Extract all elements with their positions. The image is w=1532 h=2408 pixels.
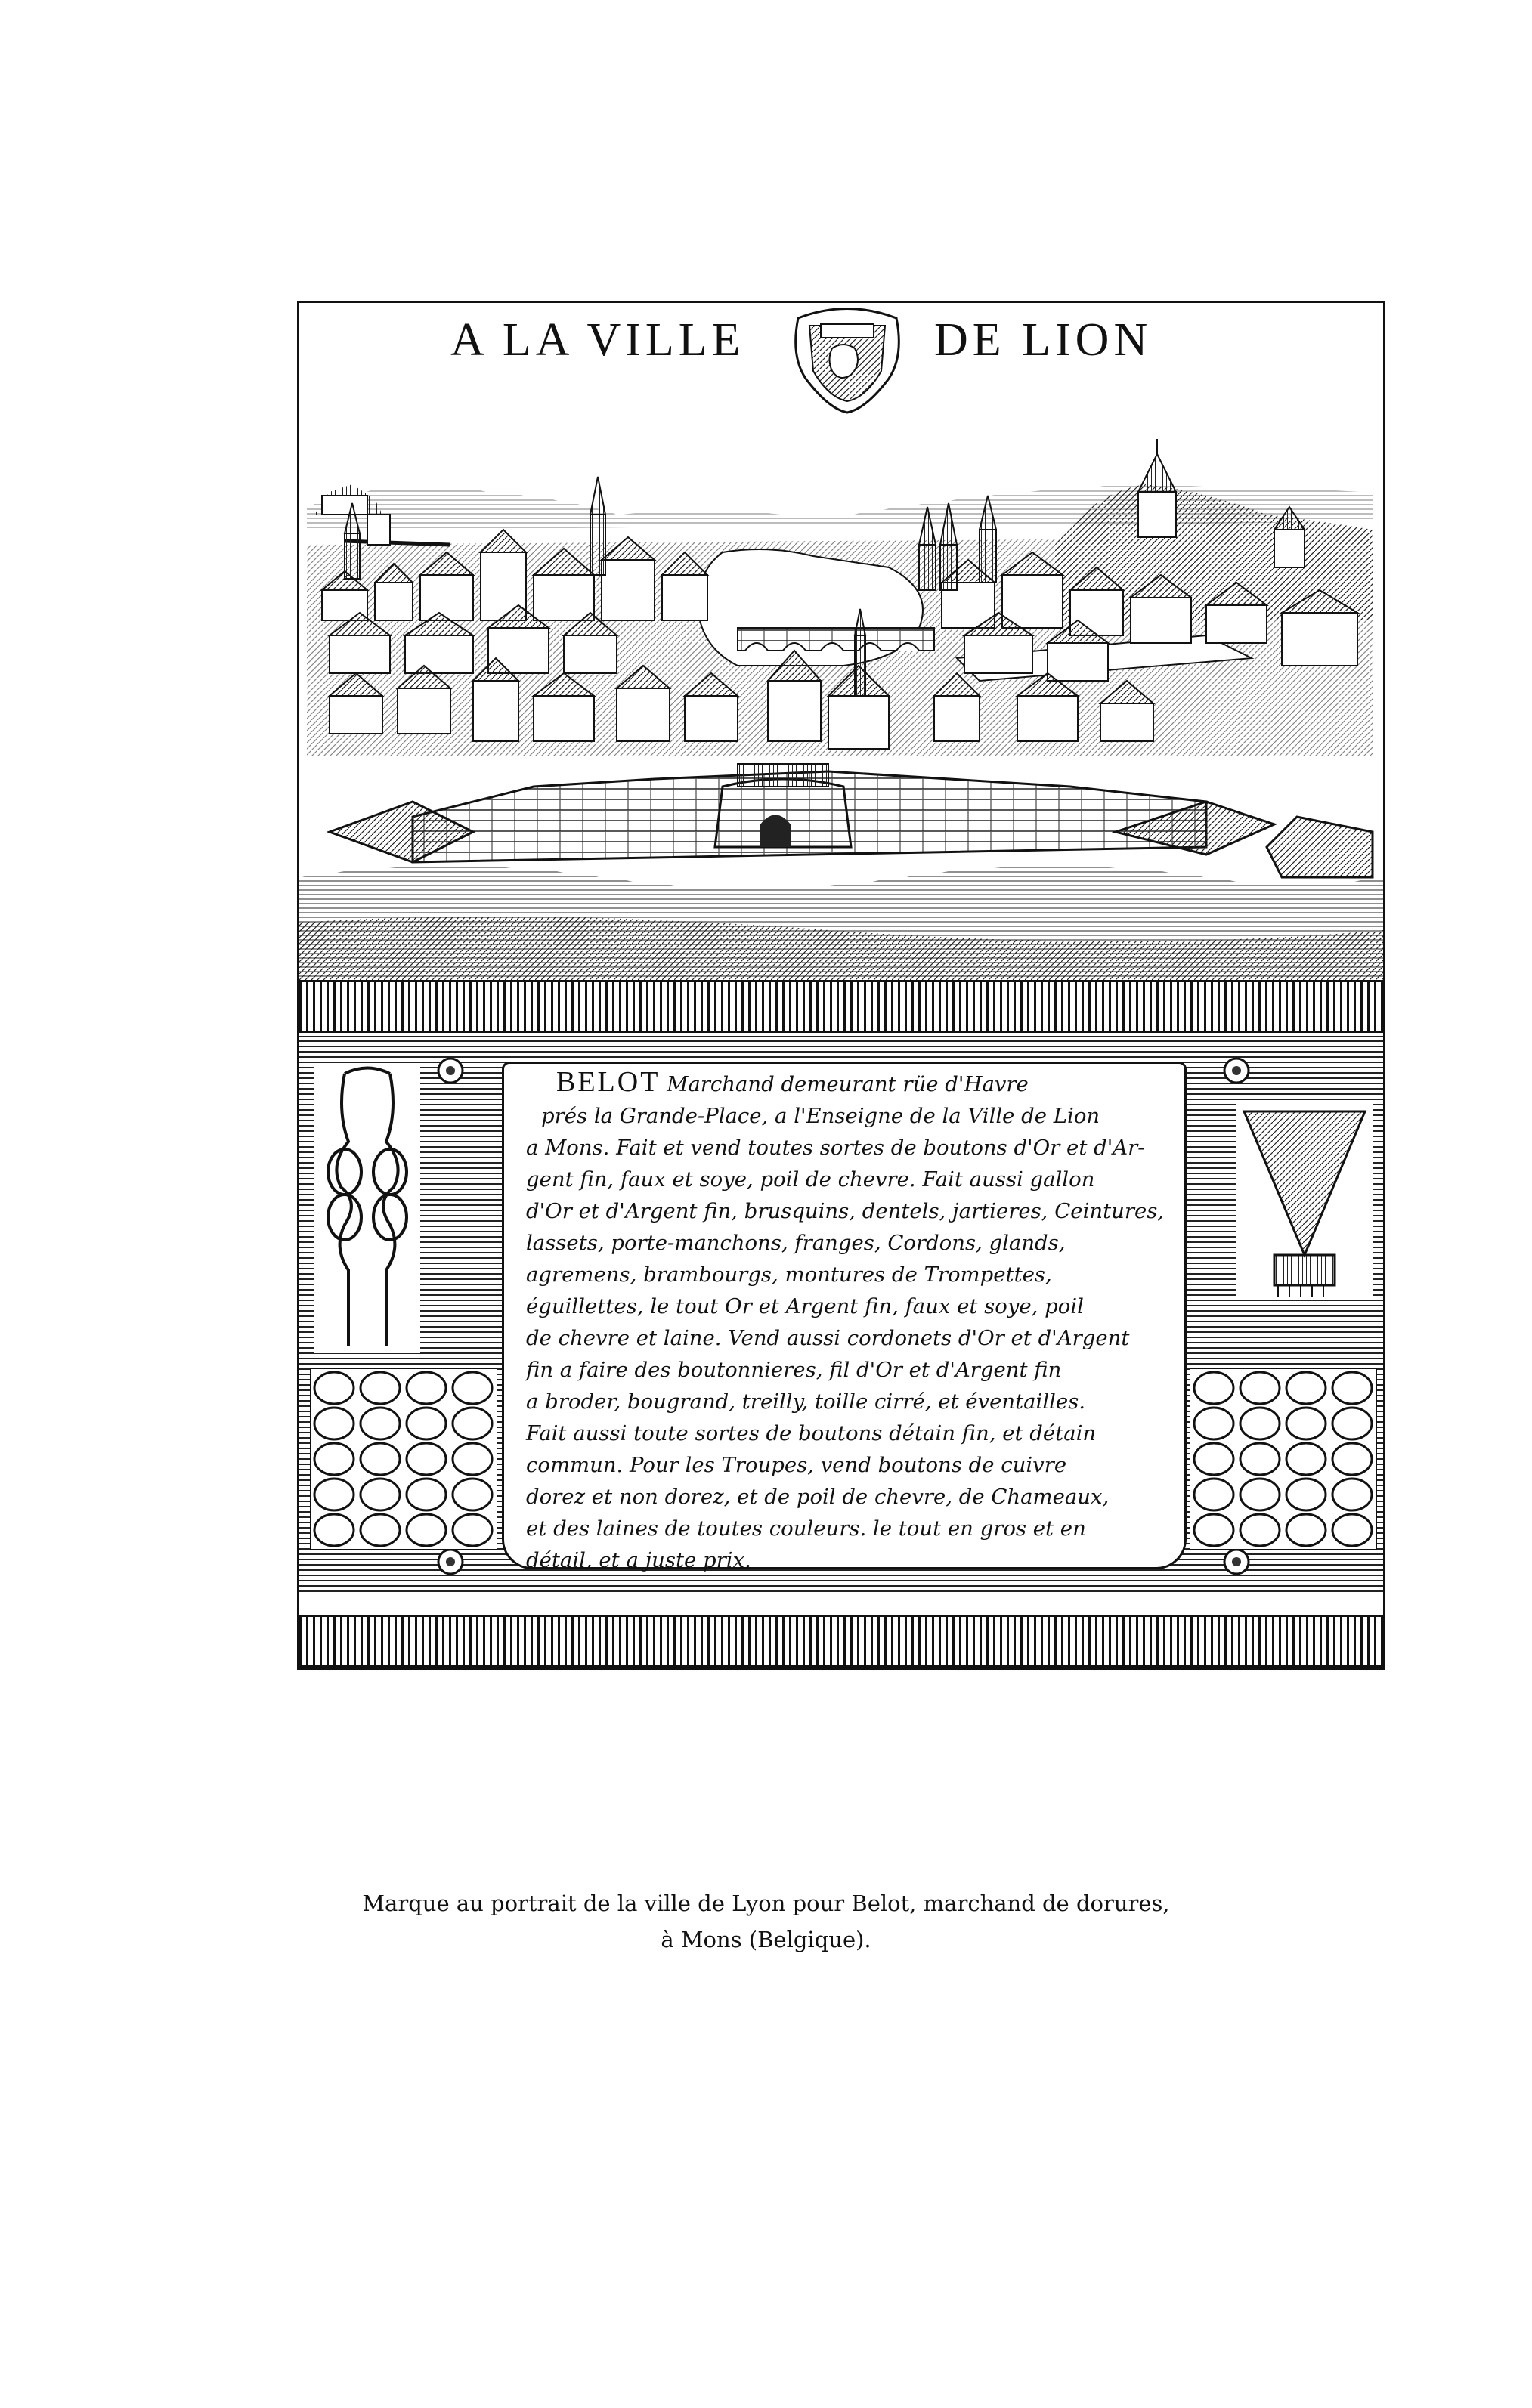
notice-line: commun. Pour les Troupes, vend boutons de cuivre — [526, 1453, 1067, 1477]
rivet-icon — [435, 1547, 466, 1577]
button-dot — [314, 1408, 354, 1439]
button-dot — [1332, 1443, 1372, 1475]
button-dot — [314, 1372, 354, 1404]
button-grid-icon — [1190, 1368, 1377, 1550]
divider-band — [299, 980, 1383, 1033]
notice-line: Marchand demeurant rüe d'Havre — [667, 1072, 1029, 1096]
knot-cord-icon — [314, 1066, 420, 1353]
notice-line: prés la Grande-Place, a l'Enseigne de la Ville de Lion — [541, 1104, 1100, 1128]
button-dot — [1332, 1479, 1372, 1510]
notice-line: détail, et a juste prix. — [526, 1548, 751, 1572]
button-grid-icon — [310, 1368, 497, 1550]
button-dot — [1286, 1514, 1326, 1546]
button-dot — [1194, 1443, 1233, 1475]
button-dot — [1194, 1514, 1233, 1546]
button-dot — [407, 1479, 446, 1510]
caption-line-2: à Mons (Belgique). — [661, 1927, 871, 1952]
button-dot — [407, 1408, 446, 1439]
button-dot — [314, 1514, 354, 1546]
bottom-band — [299, 1615, 1383, 1668]
button-dot — [361, 1443, 400, 1475]
notice-line: Fait aussi toute sortes de boutons détain fin, et détain — [526, 1421, 1097, 1445]
button-dot — [1240, 1372, 1280, 1404]
button-dot — [1286, 1372, 1326, 1404]
notice-line: gent fin, faux et soye, poil de chevre. Fait aussi gallon — [526, 1167, 1095, 1192]
button-dot — [453, 1443, 492, 1475]
button-dot — [1332, 1514, 1372, 1546]
notice-line: a broder, bougrand, treilly, toille cirré, et éventailles. — [526, 1389, 1086, 1414]
notice-line: éguillettes, le tout Or et Argent fin, faux et soye, poil — [526, 1294, 1084, 1318]
button-dot — [1332, 1408, 1372, 1439]
button-dot — [407, 1372, 446, 1404]
button-dot — [1240, 1514, 1280, 1546]
button-dot — [407, 1514, 446, 1546]
button-dot — [361, 1408, 400, 1439]
tassel-fringe-icon — [1236, 1104, 1373, 1300]
notice-line: agremens, brambourgs, montures de Trompettes, — [526, 1263, 1052, 1287]
plate-title-right: DE LION — [934, 314, 1153, 366]
button-dot — [1240, 1479, 1280, 1510]
notice-line: lassets, porte-manchons, franges, Cordons, glands, — [526, 1231, 1066, 1255]
engraved-plate — [297, 301, 1385, 1670]
button-dot — [1194, 1479, 1233, 1510]
button-dot — [1286, 1479, 1326, 1510]
button-dot — [361, 1372, 400, 1404]
notice-line: fin a faire des boutonnieres, fil d'Or et d'Argent fin — [526, 1358, 1062, 1382]
button-dot — [453, 1372, 492, 1404]
button-dot — [407, 1443, 446, 1475]
notice-line: de chevre et laine. Vend aussi cordonets d'Or et d'Argent — [526, 1326, 1130, 1350]
button-dot — [453, 1514, 492, 1546]
merchant-name: BELOT — [556, 1066, 661, 1098]
button-dot — [361, 1514, 400, 1546]
button-dot — [1194, 1372, 1233, 1404]
button-dot — [1240, 1443, 1280, 1475]
rivet-icon — [1221, 1056, 1252, 1086]
coat-of-arms-icon — [783, 303, 911, 416]
button-dot — [314, 1443, 354, 1475]
merchant-notice — [526, 1066, 1176, 1576]
button-dot — [453, 1408, 492, 1439]
notice-line: dorez et non dorez, et de poil de chevre, de Chameaux, — [526, 1485, 1110, 1509]
caption-line-1: Marque au portrait de la ville de Lyon pour Belot, marchand de dorures, — [362, 1890, 1170, 1916]
rivet-icon — [1221, 1547, 1252, 1577]
button-dot — [1286, 1443, 1326, 1475]
notice-line: et des laines de toutes couleurs. le tout en gros et en — [526, 1516, 1086, 1541]
button-dot — [1240, 1408, 1280, 1439]
button-dot — [361, 1479, 400, 1510]
notice-line: a Mons. Fait et vend toutes sortes de boutons d'Or et d'Ar- — [526, 1136, 1145, 1160]
rivet-icon — [435, 1056, 466, 1086]
button-dot — [314, 1479, 354, 1510]
button-dot — [1332, 1372, 1372, 1404]
notice-line: d'Or et d'Argent fin, brusquins, dentels, jartieres, Ceintures, — [526, 1199, 1165, 1223]
button-dot — [1286, 1408, 1326, 1439]
button-dot — [453, 1479, 492, 1510]
button-dot — [1194, 1408, 1233, 1439]
plate-title-left: A LA VILLE — [450, 314, 745, 366]
